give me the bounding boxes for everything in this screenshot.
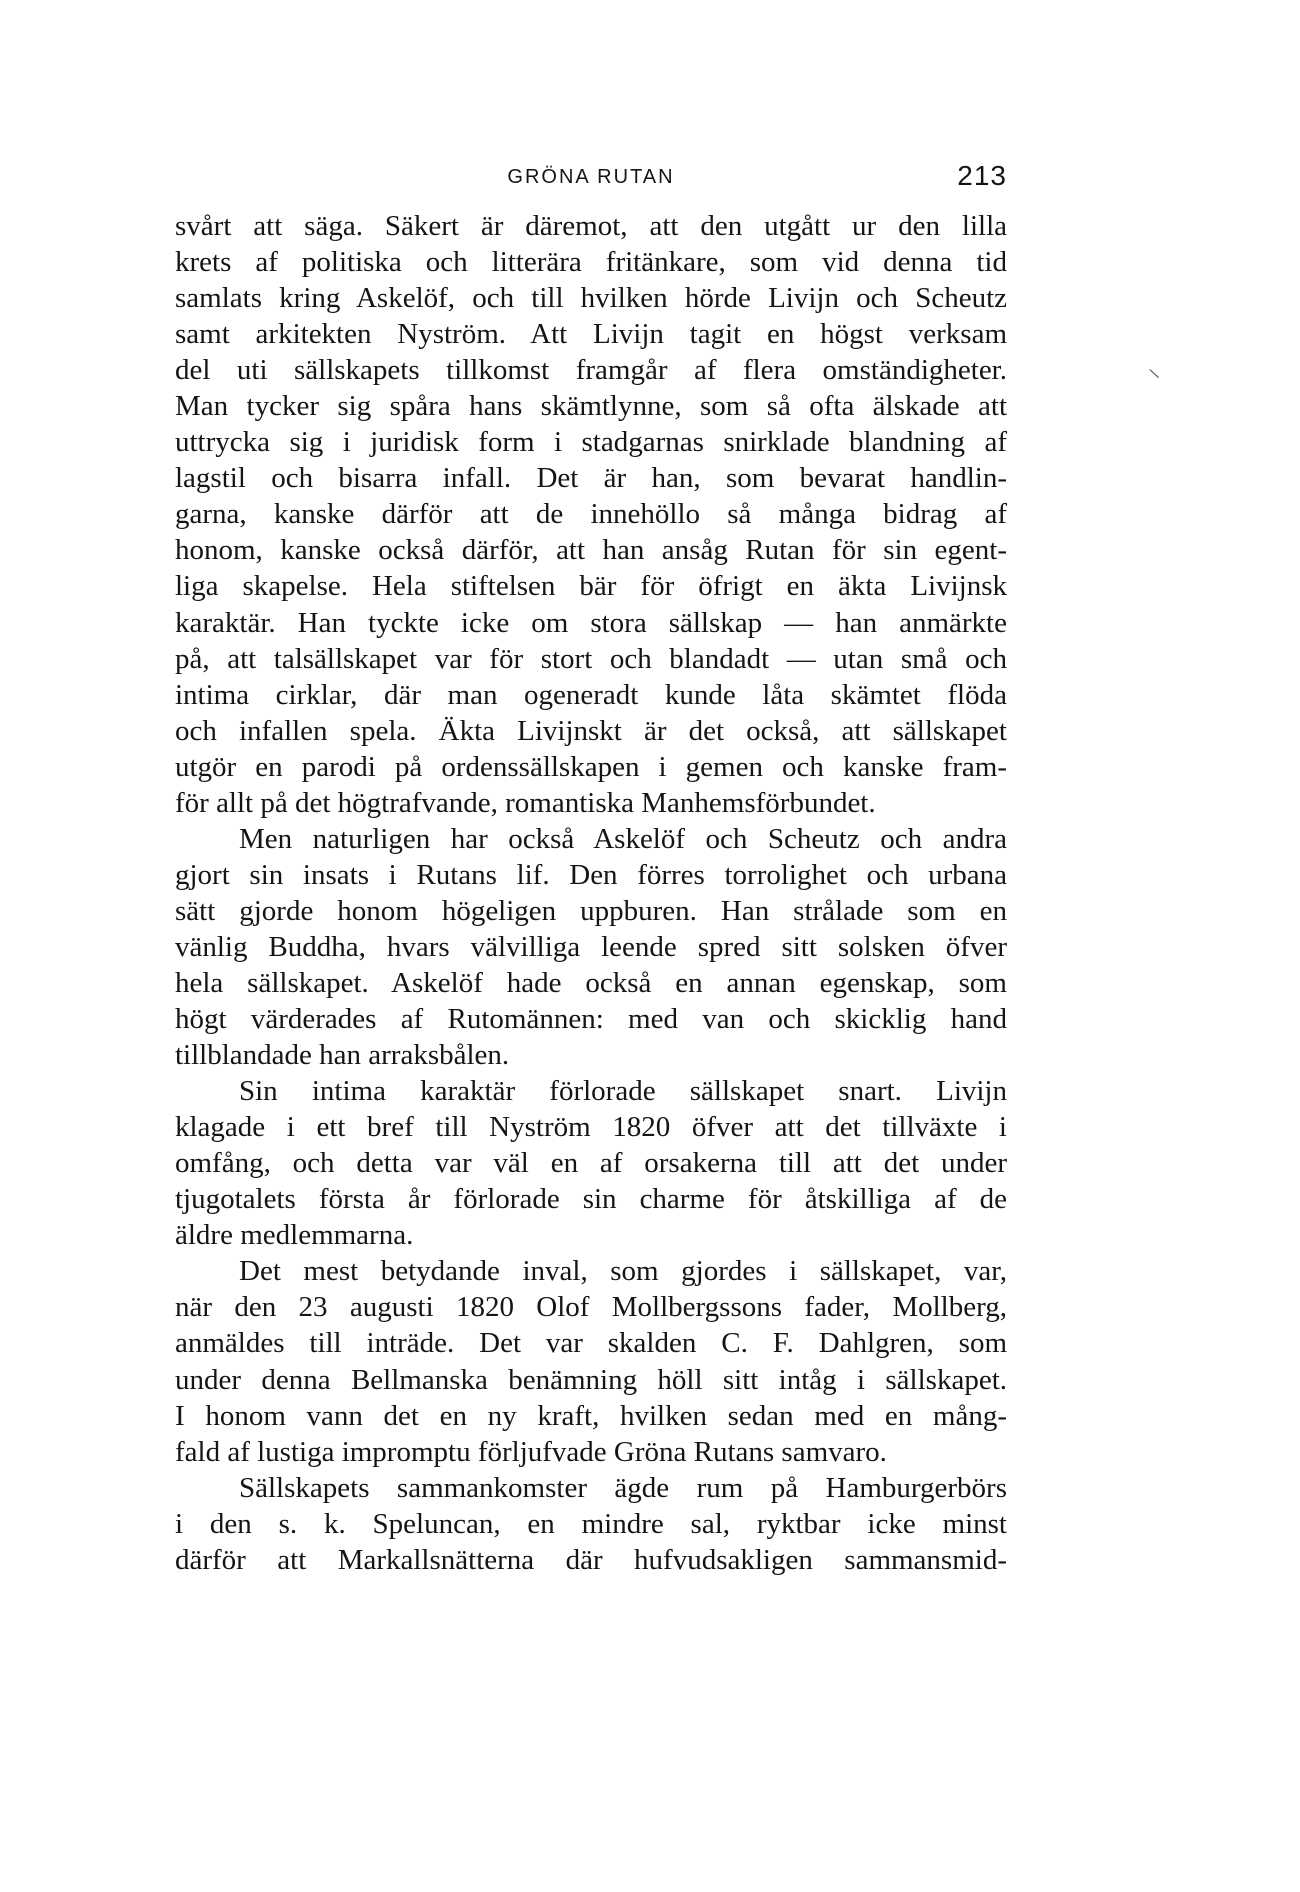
text-line: vänlig Buddha, hvars välvilliga leende spred sitt solsken öfver [175,930,1007,963]
text-line: intima cirklar, där man ogeneradt kunde låta skämtet flöda [175,678,1007,711]
text-line: liga skapelse. Hela stiftelsen bär för öfrigt en äkta Livijnsk [175,570,1007,603]
text-line: honom, kanske också därför, att han ansåg Rutan för sin egent- [175,534,1007,567]
text-line: Sin intima karaktär förlorade sällskapet snart. Livijn [239,1075,1007,1108]
paragraph [175,1253,1007,1469]
text-line: sätt gjorde honom högeligen uppburen. Han strålade som en [175,894,1007,927]
text-line: under denna Bellmanska benämning höll sitt intåg i sällskapet. [175,1363,1007,1396]
text-line: därför att Markallsnätterna där hufvudsakligen sammansmid- [175,1543,1007,1576]
text-line: lagstil och bisarra infall. Det är han, som bevarat handlin- [175,462,1007,495]
paragraph [175,821,1007,1073]
text-line: karaktär. Han tyckte icke om stora sällskap — han anmärkte [175,606,1007,639]
text-line: Det mest betydande inval, som gjordes i sällskapet, var, [239,1255,1007,1288]
text-line: klagade i ett bref till Nyström 1820 öfver att det tillväxte i [175,1111,1007,1144]
text-line: gjort sin insats i Rutans lif. Den förres torrolighet och urbana [175,858,1007,891]
text-line: krets af politiska och litterära fritänkare, som vid denna tid [175,246,1007,279]
body-text [175,208,1007,1578]
text-line: fald af lustiga impromptu förljufvade Gröna Rutans samvaro. [175,1435,887,1468]
text-line: i den s. k. Speluncan, en mindre sal, ryktbar icke minst [175,1507,1007,1540]
text-line: Man tycker sig spåra hans skämtlynne, som så ofta älskade att [175,390,1007,423]
text-line: för allt på det högtrafvande, romantiska Manhemsförbundet. [175,786,876,819]
text-line: äldre medlemmarna. [175,1219,414,1252]
text-line: på, att talsällskapet var för stort och blandadt — utan små och [175,642,1007,675]
text-line: tjugotalets första år förlorade sin charme för åtskilliga af de [175,1183,1007,1216]
text-line: Sällskapets sammankomster ägde rum på Hamburgerbörs [239,1471,1007,1504]
paragraph [175,1470,1007,1578]
running-title: GRÖNA RUTAN [507,166,675,188]
text-line: samlats kring Askelöf, och till hvilken hörde Livijn och Scheutz [175,282,1007,315]
text-line: när den 23 augusti 1820 Olof Mollbergssons fader, Mollberg, [175,1291,1007,1324]
page-number: 213 [957,160,1007,191]
text-line: högt värderades af Rutomännen: med van och skicklig hand [175,1003,1007,1036]
text-line: anmäldes till inträde. Det var skalden C. F. Dahlgren, som [175,1327,1007,1360]
paragraph [175,1073,1007,1253]
text-line: samt arkitekten Nyström. Att Livijn tagit en högst verksam [175,318,1007,351]
paragraph [175,208,1007,821]
text-line: I honom vann det en ny kraft, hvilken sedan med en mång- [175,1399,1007,1432]
text-line: svårt att säga. Säkert är däremot, att den utgått ur den lilla [175,210,1007,242]
text-line: tillblandade han arraksbålen. [175,1039,510,1072]
text-line: Men naturligen har också Askelöf och Scheutz och andra [239,822,1007,855]
text-line: och infallen spela. Äkta Livijnskt är det också, att sällskapet [175,714,1007,747]
text-line: hela sällskapet. Askelöf hade också en annan egenskap, som [175,966,1007,999]
text-line: omfång, och detta var väl en af orsakerna till att det under [175,1147,1007,1180]
text-line: utgör en parodi på ordenssällskapen i gemen och kanske fram- [175,750,1007,783]
stray-tick-mark: \ [1148,365,1161,383]
running-header [175,160,1007,200]
text-line: garna, kanske därför att de innehöllo så många bidrag af [175,498,1007,531]
text-line: uttrycka sig i juridisk form i stadgarnas snirklade blandning af [175,426,1007,459]
text-line: del uti sällskapets tillkomst framgår af flera omständigheter. [175,354,1007,387]
